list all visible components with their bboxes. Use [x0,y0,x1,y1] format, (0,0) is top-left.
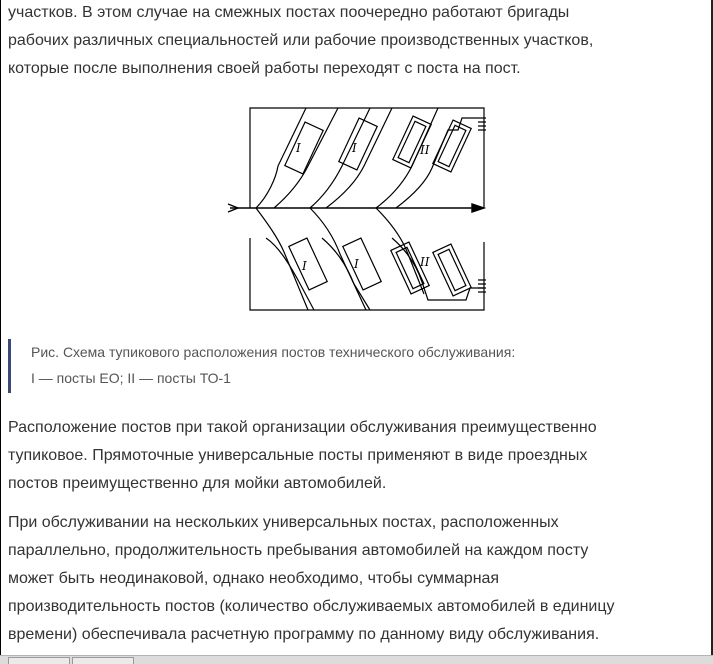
text-line: Расположение постов при такой организации обслуживания преимущественно [8,419,597,436]
post-label-upper-2: I [352,141,357,155]
paragraph-middle [8,414,704,498]
caption-line-2: I — посты ЕО; II — посты ТО-1 [31,370,231,386]
post-label-lower-3: II [420,255,430,269]
paragraph-bottom [8,509,704,649]
post-label-lower-1: I [302,259,307,273]
text-line: рабочих различных специальностей или рабочие производственных участков, [8,32,594,49]
text-line: которые после выполнения своей работы переходят с поста на пост. [8,60,521,77]
post-label-upper-3: II [420,143,430,157]
figure-caption [8,339,688,393]
caption-line-1: Рис. Схема тупикового расположения постов технического обслуживания: [31,344,516,360]
paragraph-top [8,0,704,83]
text-line: производительность постов (количество обслуживаемых автомобилей в единицу [8,598,615,615]
page-left-border [0,0,1,663]
post-label-upper-1: I [296,141,301,155]
text-line: параллельно, продолжительность пребывания автомобилей на каждом посту [8,542,589,559]
text-line: При обслуживании на нескольких универсальных постах, расположенных [8,514,559,531]
text-line: постов преимущественно для мойки автомобилей. [8,475,387,492]
text-line: участков. В этом случае на смежных постах поочередно работают бригады [8,4,570,21]
text-line: может быть неодинаковой, однако необходимо, чтобы суммарная [8,570,500,587]
text-line: времени) обеспечивала расчетную программу по данному виду обслуживания. [8,626,600,643]
post-label-lower-2: I [354,257,359,271]
dead-end-posts-diagram [226,104,490,316]
text-line: тупиковое. Прямоточные универсальные посты применяют в виде проездных [8,447,588,464]
